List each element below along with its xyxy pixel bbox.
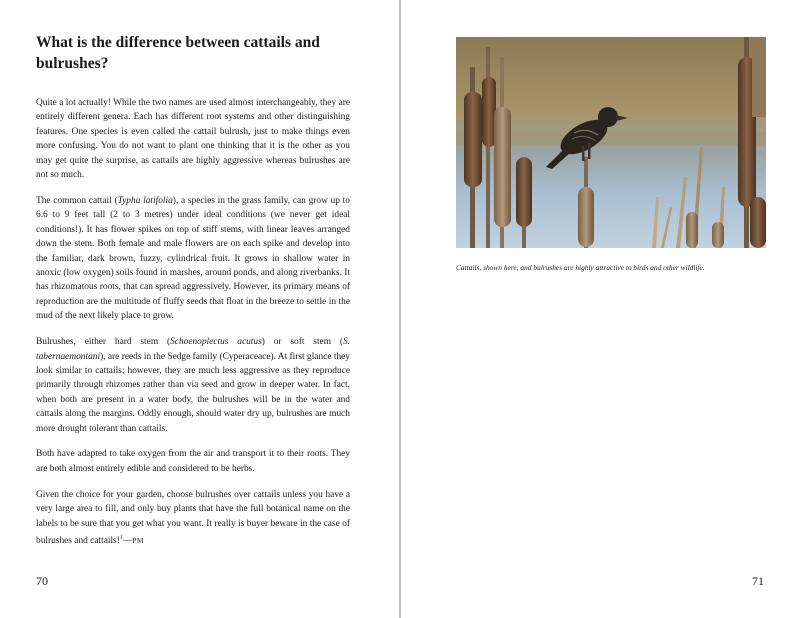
left-page: [0, 0, 399, 618]
page-title: What is the difference between cattails and bulrushes?: [36, 34, 320, 72]
footnote-marker: 1: [119, 534, 123, 541]
text-run: ), are reeds in the Sedge family (Cyperaceace). At first glance they look similar to cattails; however, they are much less aggressive as they reproduce primarily through rhizomes rather than via seed and grow in deeper water. In fact, when both are present in a water body, the bulrushes will be in the water and cattails along the margins. Oddly enough, should water dry up, bulrushes are much more drought tolerant than cattails.: [36, 351, 350, 434]
text-run: —: [122, 536, 133, 547]
botanical-name: Schoenoplectus acutus: [170, 337, 262, 348]
body-paragraph: [36, 194, 350, 324]
page-number-right: 71: [752, 574, 764, 588]
text-run: Both have adapted to take oxygen from the air and transport it to their roots. They are both almost entirely edible and considered to be herbs.: [36, 449, 350, 474]
botanical-name: Typha latifolia: [117, 195, 173, 206]
body-text: [36, 96, 350, 560]
body-paragraph: [36, 335, 350, 436]
body-paragraph: [36, 488, 350, 549]
text-run: Quite a lot actually! While the two names are used almost interchangeably, they are entirely different genera. Each has different root systems and other distinguishing features. One species is even called the cattail bulrush, just to make things even more confusing. You do not want to plant one thinking that it is the other as you may get quite the surprise, as cattails are highly aggressive whereas bulrushes are not so much.: [36, 98, 350, 181]
text-run: Bulrushes, either hard stem (: [36, 337, 171, 348]
page-number-left: 70: [36, 574, 48, 588]
cattail-bird-photo: [456, 37, 766, 248]
body-paragraph: [36, 96, 350, 182]
text-run: ) or soft stem (: [261, 337, 343, 348]
botanical-name: S. tabernaemontani: [36, 337, 351, 362]
text-run: PM: [132, 536, 145, 546]
text-run: ), a species in the grass family, can grow up to 6.6 to 9 feet tall (2 to 3 metres) under ideal conditions (we never get ideal conditions!). It has flower spikes on top of stiff stems, with linear leaves arranged down the stem. Both female and male flowers are on each spike and develop into the familiar, dark brown, fuzzy, cylindrical fruit. It grows in shallow water in anoxic (low oxygen) soils found in marshes, around ponds, and along riverbanks. It has rhizomatous roots, that can spread aggressively. However, its primary means of reproduction are the multitude of fluffy seeds that float in the breeze to settle in the mud of the next likely place to grow.: [36, 195, 350, 322]
text-run: Given the choice for your garden, choose bulrushes over cattails unless you have a very large area to fill, and only buy plants that have the full botanical name on the labels to be sure that you get what you want. It really is buyer beware in the case of bulrushes and cattails!: [36, 489, 350, 547]
body-paragraph: [36, 447, 350, 476]
photo-caption: Cattails, shown here, and bulrushes are highly attractive to birds and other wildlife.: [456, 263, 705, 272]
text-run: The common cattail (: [36, 195, 118, 206]
right-page: [401, 0, 800, 618]
